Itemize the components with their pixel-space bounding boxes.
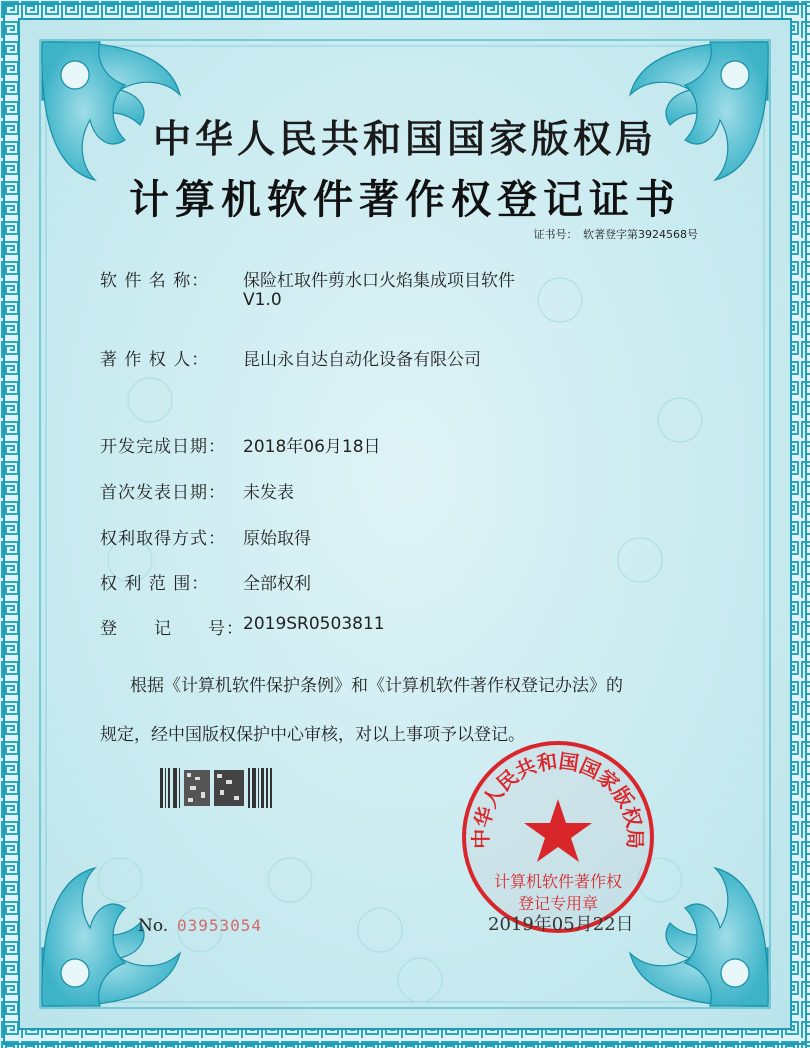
serial-number-label: No.	[138, 916, 169, 936]
official-seal	[458, 737, 658, 937]
seal-inner-line-2: 登记专用章	[517, 894, 599, 913]
field-value-completion-date: 2018年06月18日	[243, 437, 381, 457]
field-value-registration-number: 2019SR0503811	[243, 614, 385, 634]
corner-ornament-bottom-left	[42, 868, 180, 1006]
seal-outer-text: 中华人民共和国国家版权局	[468, 748, 648, 849]
statement-line-2: 规定，经中国版权保护中心审核，对以上事项予以登记。	[100, 725, 525, 745]
statement-line-1: 根据《计算机软件保护条例》和《计算机软件著作权登记办法》的	[130, 676, 623, 696]
field-value-publication-date: 未发表	[243, 483, 294, 503]
seal-inner-line-1: 计算机软件著作权	[493, 872, 623, 891]
field-value-software-name: 保险杠取件剪水口火焰集成项目软件	[243, 271, 515, 291]
certificate-number: 证书号： 软著登字第3924568号	[533, 228, 698, 241]
field-value-software-version: V1.0	[243, 290, 282, 310]
field-label-rights-scope: 权 利 范 围：	[100, 574, 210, 594]
field-label-copyright-owner: 著 作 权 人：	[100, 350, 210, 370]
field-value-rights-scope: 全部权利	[243, 574, 311, 594]
field-label-publication-date: 首次发表日期：	[100, 483, 226, 503]
field-label-acquisition-method: 权利取得方式：	[100, 529, 226, 549]
field-value-acquisition-method: 原始取得	[243, 529, 311, 549]
field-value-copyright-owner: 昆山永自达自动化设备有限公司	[243, 350, 481, 370]
certificate-title: 计算机软件著作权登记证书	[129, 177, 681, 223]
field-label-completion-date: 开发完成日期：	[100, 437, 226, 457]
field-label-software-name: 软 件 名 称：	[100, 271, 210, 291]
field-label-registration-number: 登 记 号：	[100, 619, 244, 639]
issuing-authority: 中华人民共和国国家版权局	[152, 117, 657, 161]
barcode	[160, 768, 272, 808]
serial-number-value: 03953054	[177, 916, 263, 935]
issue-date: 2019年05月22日	[488, 914, 634, 935]
